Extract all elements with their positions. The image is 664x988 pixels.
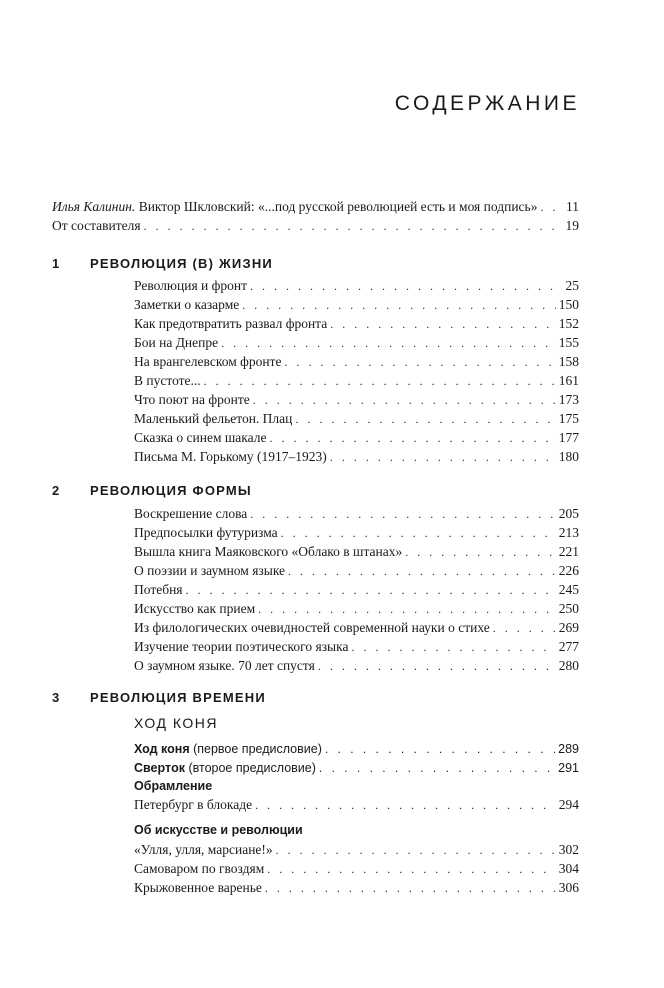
leader-dots: [144, 217, 556, 235]
leader-dots: [250, 277, 556, 295]
entry-page: 177: [558, 430, 579, 445]
toc-entry[interactable]: [134, 657, 579, 675]
entry-page: 269: [558, 620, 579, 635]
entry-page: 302: [558, 842, 579, 857]
entry-page: 19: [565, 218, 579, 233]
leader-dots: [186, 581, 556, 599]
entry-page: 250: [558, 601, 579, 616]
entry-page: 175: [558, 411, 579, 426]
toc-entry-intro[interactable]: [52, 198, 579, 216]
entry-title: Петербург в блокаде: [134, 797, 253, 812]
entry-title: Искусство как прием: [134, 601, 256, 616]
toc-entry[interactable]: [134, 315, 579, 333]
leader-dots: [242, 296, 556, 314]
leader-dots: [325, 740, 555, 758]
leader-dots: [221, 334, 556, 352]
toc-entry[interactable]: [134, 524, 579, 542]
leader-dots: [204, 372, 556, 390]
leader-dots: [351, 638, 555, 656]
toc-entry[interactable]: [134, 841, 579, 859]
entry-title: Предпосылки футуризма: [134, 525, 278, 540]
entry-page: 150: [558, 297, 579, 312]
entry-title-rest: (первое предисловие): [189, 742, 322, 756]
entry-title: Заметки о казарме: [134, 297, 240, 312]
entry-title: Маленький фельетон. Плац: [134, 411, 293, 426]
entry-title: О заумном языке. 70 лет спустя: [134, 658, 315, 673]
entry-title-bold: Свертoк: [134, 761, 185, 775]
entry-title: Крыжовенное варенье: [134, 880, 262, 895]
entry-title: Вышла книга Маяковского «Облако в штанах»: [134, 544, 403, 559]
entry-author: Илья Калинин.: [52, 199, 136, 214]
toc-entry[interactable]: [134, 600, 579, 618]
entry-page: 155: [558, 335, 579, 350]
toc-entry[interactable]: [134, 334, 579, 352]
entry-title: Сказка о синем шакале: [134, 430, 267, 445]
section-number: 1: [52, 256, 61, 271]
leader-dots: [540, 198, 556, 216]
toc-entry[interactable]: [134, 860, 579, 878]
entry-page: 304: [558, 861, 579, 876]
entry-title: Что поют на фронте: [134, 392, 250, 407]
entry-title: Потебня: [134, 582, 183, 597]
section-heading-3: [52, 690, 266, 705]
entry-page: 158: [558, 354, 579, 369]
leader-dots: [258, 600, 556, 618]
toc-entry[interactable]: [134, 543, 579, 561]
leader-dots: [295, 410, 555, 428]
toc-entry[interactable]: [134, 448, 579, 466]
toc-entry[interactable]: [134, 391, 579, 409]
entry-title: Изучение теории поэтического языка: [134, 639, 349, 654]
leader-dots: [269, 429, 555, 447]
section-number: 3: [52, 690, 61, 705]
entry-page: 161: [558, 373, 579, 388]
section-title: РЕВОЛЮЦИЯ (В) ЖИЗНИ: [90, 256, 273, 271]
leader-dots: [330, 448, 556, 466]
section-title: РЕВОЛЮЦИЯ ФОРМЫ: [90, 483, 252, 498]
entry-title-rest: (второе предисловие): [184, 761, 316, 775]
section-title: РЕВОЛЮЦИЯ ВРЕМЕНИ: [90, 690, 266, 705]
toc-entry[interactable]: [134, 353, 579, 371]
toc-entry[interactable]: [134, 296, 579, 314]
entry-title: В пустоте...: [134, 373, 201, 388]
entry-page: 152: [558, 316, 579, 331]
toc-entry[interactable]: [134, 505, 579, 523]
toc-entry[interactable]: [134, 277, 579, 295]
toc-entry[interactable]: [134, 740, 579, 758]
entry-title: Воскрешение слова: [134, 506, 248, 521]
entry-page: 226: [558, 563, 579, 578]
entry-page: 289: [558, 742, 579, 756]
entry-title: Из филологических очевидностей современной науки о стихе: [134, 620, 490, 635]
toc-entry[interactable]: [134, 429, 579, 447]
leader-dots: [288, 562, 556, 580]
entry-title: Бои на Днепре: [134, 335, 219, 350]
toc-entry[interactable]: [134, 879, 579, 897]
toc-entry[interactable]: [134, 759, 579, 777]
section-heading-2: [52, 483, 252, 498]
group-heading: Об искусстве и революции: [134, 823, 303, 837]
leader-dots: [405, 543, 556, 561]
toc-entry[interactable]: [134, 619, 579, 637]
subsection-title: ХОД КОНЯ: [134, 715, 218, 731]
entry-page: 294: [558, 797, 579, 812]
leader-dots: [255, 796, 556, 814]
entry-page: 173: [558, 392, 579, 407]
leader-dots: [253, 391, 556, 409]
leader-dots: [276, 841, 556, 859]
toc-entry[interactable]: [134, 581, 579, 599]
leader-dots: [330, 315, 556, 333]
leader-dots: [267, 860, 555, 878]
entry-page: 277: [558, 639, 579, 654]
entry-title: «Улля, улля, марсиане!»: [134, 842, 273, 857]
leader-dots: [284, 353, 555, 371]
entry-page: 11: [566, 199, 579, 214]
section-number: 2: [52, 483, 61, 498]
toc-entry[interactable]: [134, 562, 579, 580]
leader-dots: [250, 505, 555, 523]
toc-entry[interactable]: [134, 796, 579, 814]
entry-title: Революция и фронт: [134, 278, 248, 293]
entry-title: На врангелевском фронте: [134, 354, 282, 369]
entry-title-bold: Ход коня: [134, 742, 190, 756]
leader-dots: [319, 759, 555, 777]
entry-title: Письма М. Горькому (1917–1923): [134, 449, 327, 464]
toc-entry[interactable]: [134, 410, 579, 428]
entry-page: 25: [565, 278, 579, 293]
leader-dots: [318, 657, 556, 675]
entry-page: 245: [558, 582, 579, 597]
leader-dots: [493, 619, 556, 637]
leader-dots: [281, 524, 556, 542]
entry-page: 306: [558, 880, 579, 895]
toc-entry[interactable]: [134, 638, 579, 656]
entry-page: 221: [558, 544, 579, 559]
entry-title: От составителя: [52, 218, 141, 233]
entry-title: О поэзии и заумном языке: [134, 563, 286, 578]
entry-title: Как предотвратить развал фронта: [134, 316, 328, 331]
entry-page: 180: [558, 449, 579, 464]
entry-title: Самоваром по гвоздям: [134, 861, 265, 876]
toc-entry[interactable]: [134, 372, 579, 390]
leader-dots: [265, 879, 556, 897]
entry-page: 213: [558, 525, 579, 540]
page-title: СОДЕРЖАНИЕ: [394, 92, 580, 115]
section-heading-1: [52, 256, 273, 271]
group-heading: Обрамление: [134, 779, 213, 793]
entry-page: 280: [558, 658, 579, 673]
toc-entry-compiler[interactable]: [52, 217, 579, 235]
entry-page: 291: [558, 761, 579, 775]
entry-title: Виктор Шкловский: «...под русской революцией есть и моя подпись»: [138, 199, 538, 214]
entry-page: 205: [558, 506, 579, 521]
